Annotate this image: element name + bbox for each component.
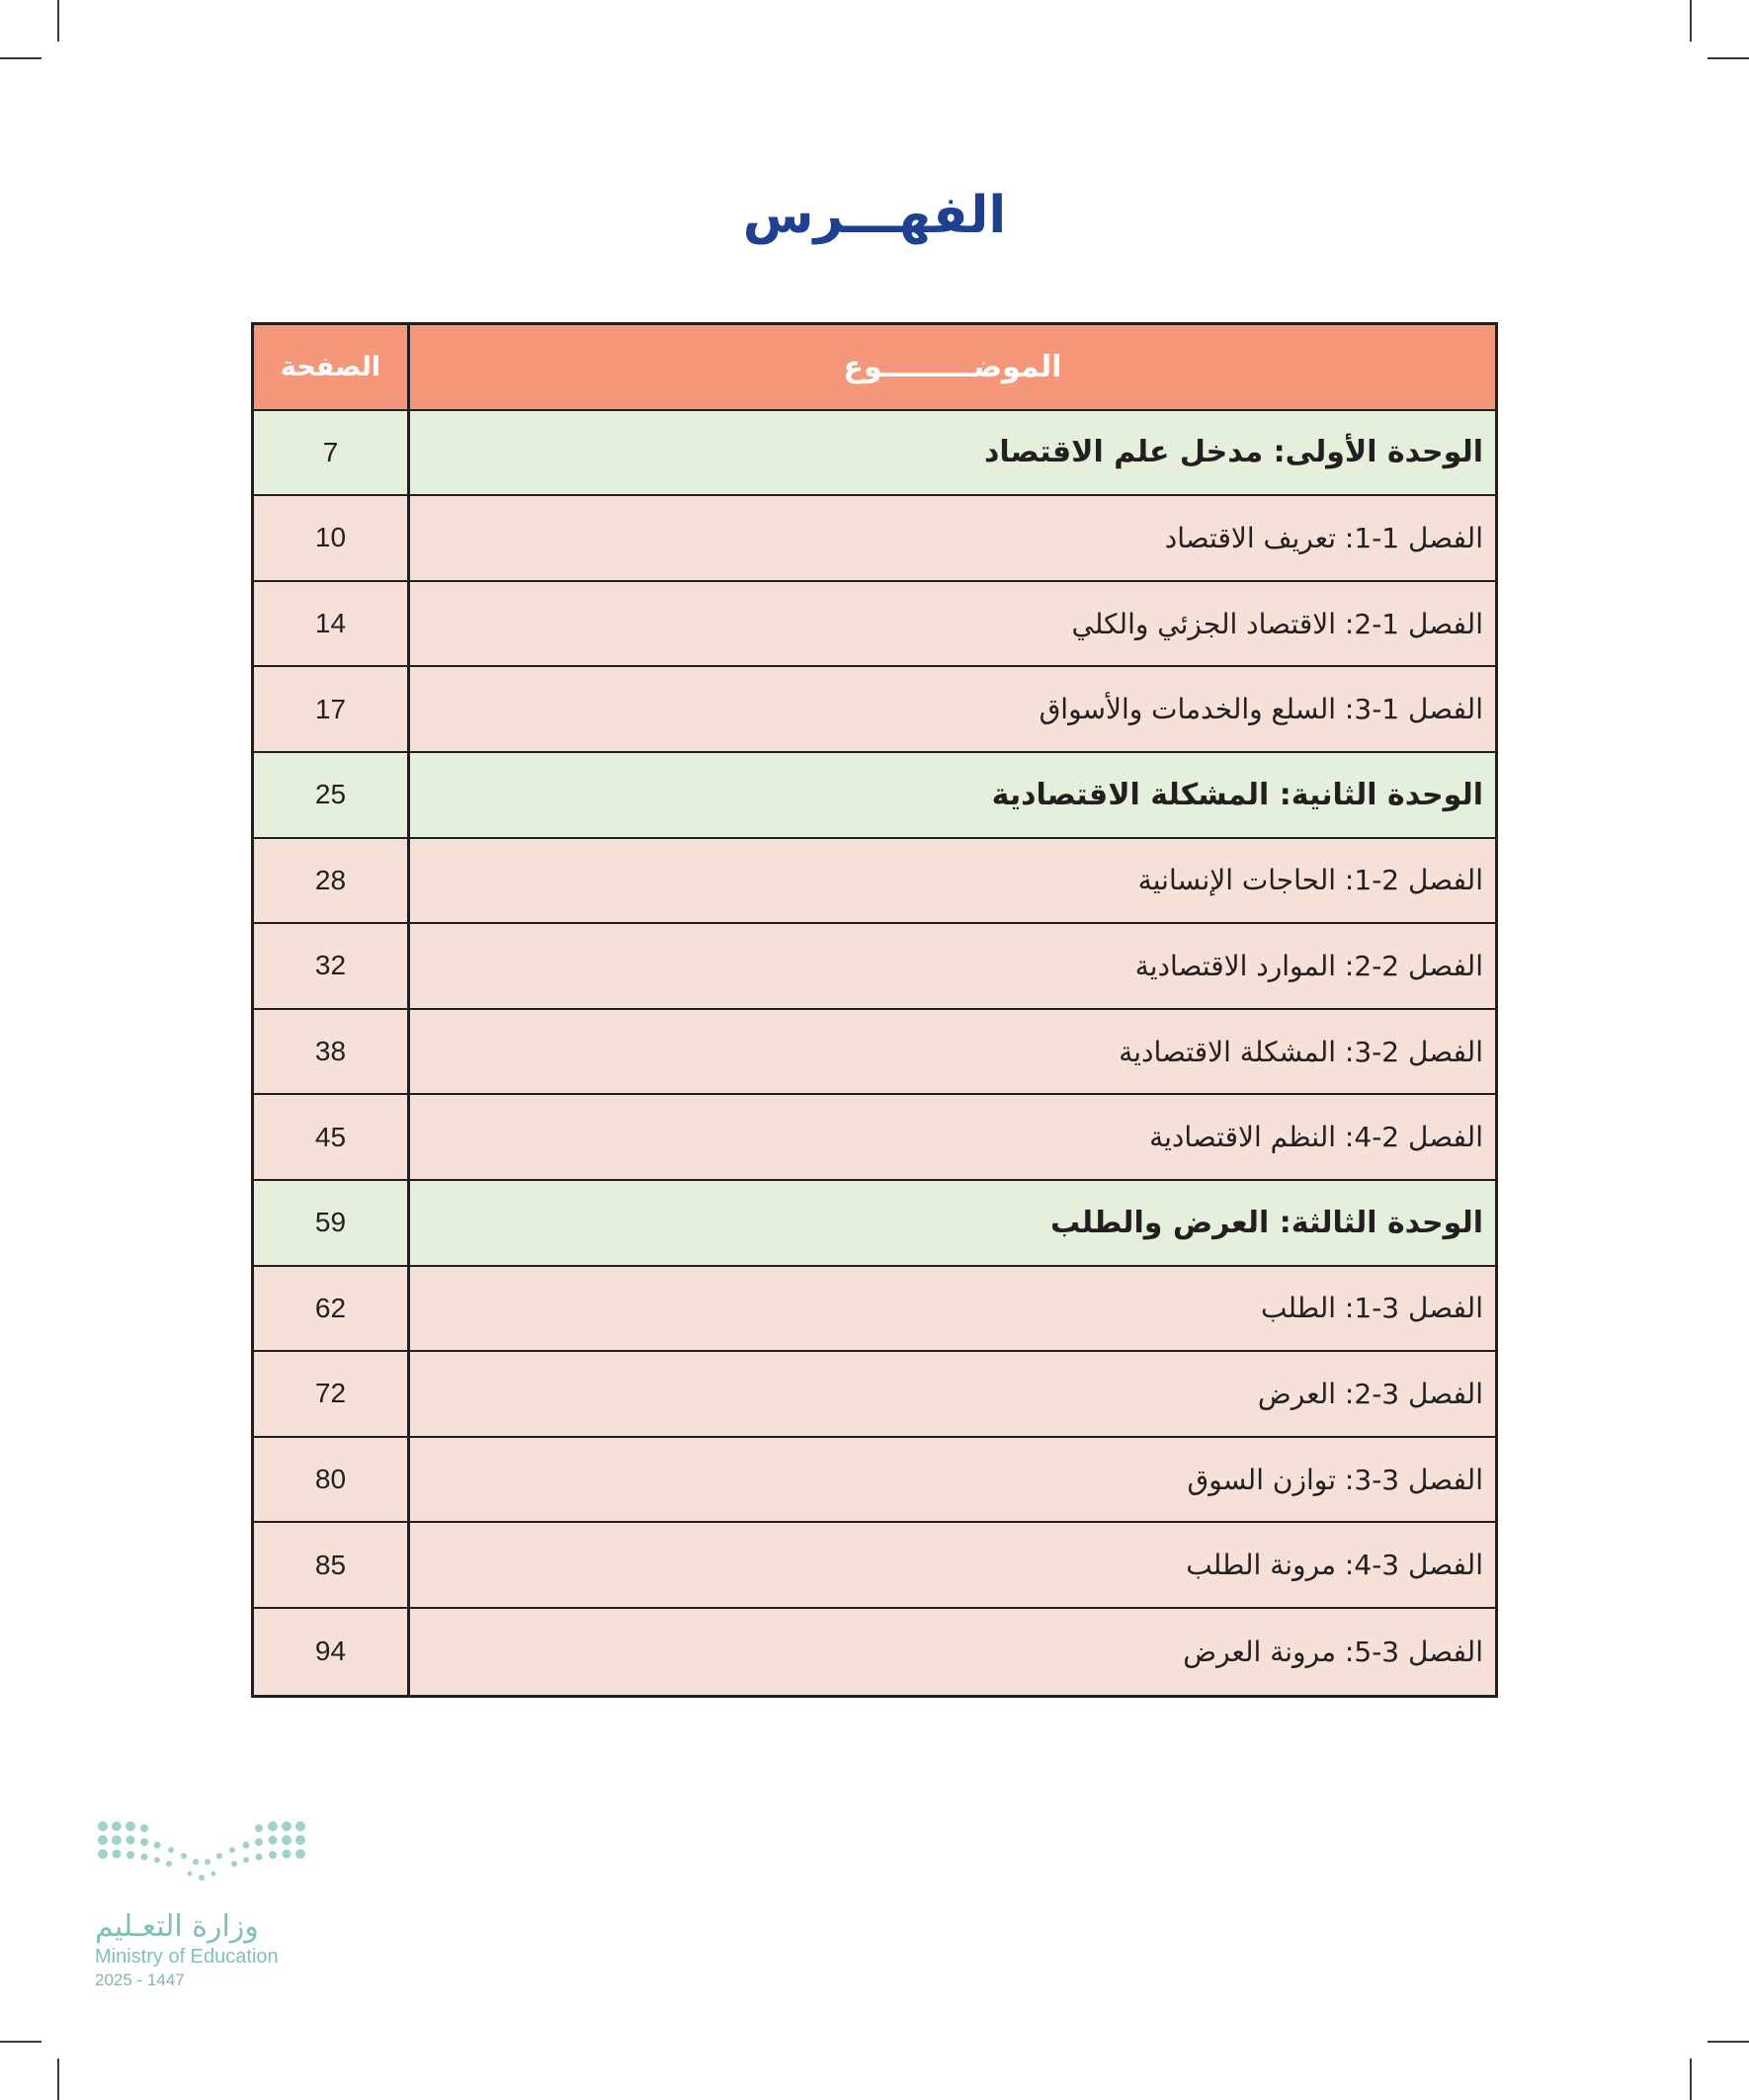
chapter-title: الفصل 3-3: توازن السوق (407, 1438, 1495, 1522)
page-number: 38 (314, 1036, 347, 1067)
chapter-row (254, 1609, 1495, 1695)
chapter-title: الفصل 3-2: العرض (407, 1352, 1495, 1436)
unit-title: الوحدة الثانية: المشكلة الاقتصادية (407, 753, 1495, 837)
page-number: 25 (314, 779, 347, 810)
table-of-contents (251, 322, 1498, 1698)
ministry-name-english: Ministry of Education (95, 1946, 279, 1968)
chapter-row (254, 582, 1495, 668)
unit-title: الوحدة الأولى: مدخل علم الاقتصاد (407, 411, 1495, 495)
crop-mark (1690, 0, 1692, 42)
chapter-title: الفصل 3-5: مرونة العرض (407, 1609, 1495, 1695)
crop-mark (1707, 2041, 1749, 2043)
page-number: 45 (314, 1121, 347, 1152)
page-number: 17 (314, 693, 347, 724)
page-number: 28 (314, 864, 347, 895)
page-number: 32 (314, 950, 347, 981)
page-number: 59 (314, 1207, 347, 1238)
chapter-title: الفصل 2-4: النظم الاقتصادية (407, 1095, 1495, 1179)
page-number: 7 (322, 436, 339, 467)
chapter-row (254, 1095, 1495, 1181)
ministry-logo-dots-icon (95, 1818, 308, 1891)
chapter-row (254, 1523, 1495, 1609)
chapter-title: الفصل 2-3: المشكلة الاقتصادية (407, 1010, 1495, 1094)
chapter-row (254, 496, 1495, 582)
page-number: 72 (314, 1378, 347, 1409)
crop-mark (0, 57, 42, 59)
page-title: الفهـــرس (742, 186, 1007, 245)
chapter-row (254, 1267, 1495, 1353)
crop-mark (57, 0, 59, 42)
ministry-name-arabic: وزارة التعـليم (95, 1909, 259, 1944)
crop-mark (57, 2058, 59, 2100)
page-number: 85 (314, 1549, 347, 1580)
page-number: 14 (314, 608, 347, 639)
topic-column-header: الموضـــــــــوع (407, 325, 1495, 409)
page-number: 94 (314, 1636, 347, 1667)
page-number: 10 (314, 522, 347, 553)
chapter-title: الفصل 3-4: مرونة الطلب (407, 1523, 1495, 1607)
page-column-header: الصفحة (280, 351, 381, 382)
chapter-row (254, 1438, 1495, 1524)
chapter-title: الفصل 1-2: الاقتصاد الجزئي والكلي (407, 582, 1495, 666)
unit-title: الوحدة الثالثة: العرض والطلب (407, 1181, 1495, 1265)
chapter-row (254, 839, 1495, 925)
chapter-row (254, 667, 1495, 753)
chapter-title: الفصل 3-1: الطلب (407, 1267, 1495, 1351)
chapter-title: الفصل 2-2: الموارد الاقتصادية (407, 924, 1495, 1008)
crop-mark (1707, 57, 1749, 59)
table-header (254, 325, 1495, 411)
unit-row (254, 753, 1495, 839)
chapter-title: الفصل 2-1: الحاجات الإنسانية (407, 839, 1495, 923)
crop-mark (1690, 2058, 1692, 2100)
chapter-title: الفصل 1-1: تعريف الاقتصاد (407, 496, 1495, 580)
unit-row (254, 411, 1495, 497)
chapter-row (254, 1010, 1495, 1096)
chapter-row (254, 924, 1495, 1010)
page-number: 62 (314, 1292, 347, 1323)
ministry-logo (95, 1818, 322, 1990)
chapter-row (254, 1352, 1495, 1438)
page-number: 80 (314, 1464, 347, 1495)
edition-year: 2025 - 1447 (95, 1971, 185, 1989)
unit-row (254, 1181, 1495, 1267)
crop-mark (0, 2041, 42, 2043)
chapter-title: الفصل 1-3: السلع والخدمات والأسواق (407, 667, 1495, 751)
